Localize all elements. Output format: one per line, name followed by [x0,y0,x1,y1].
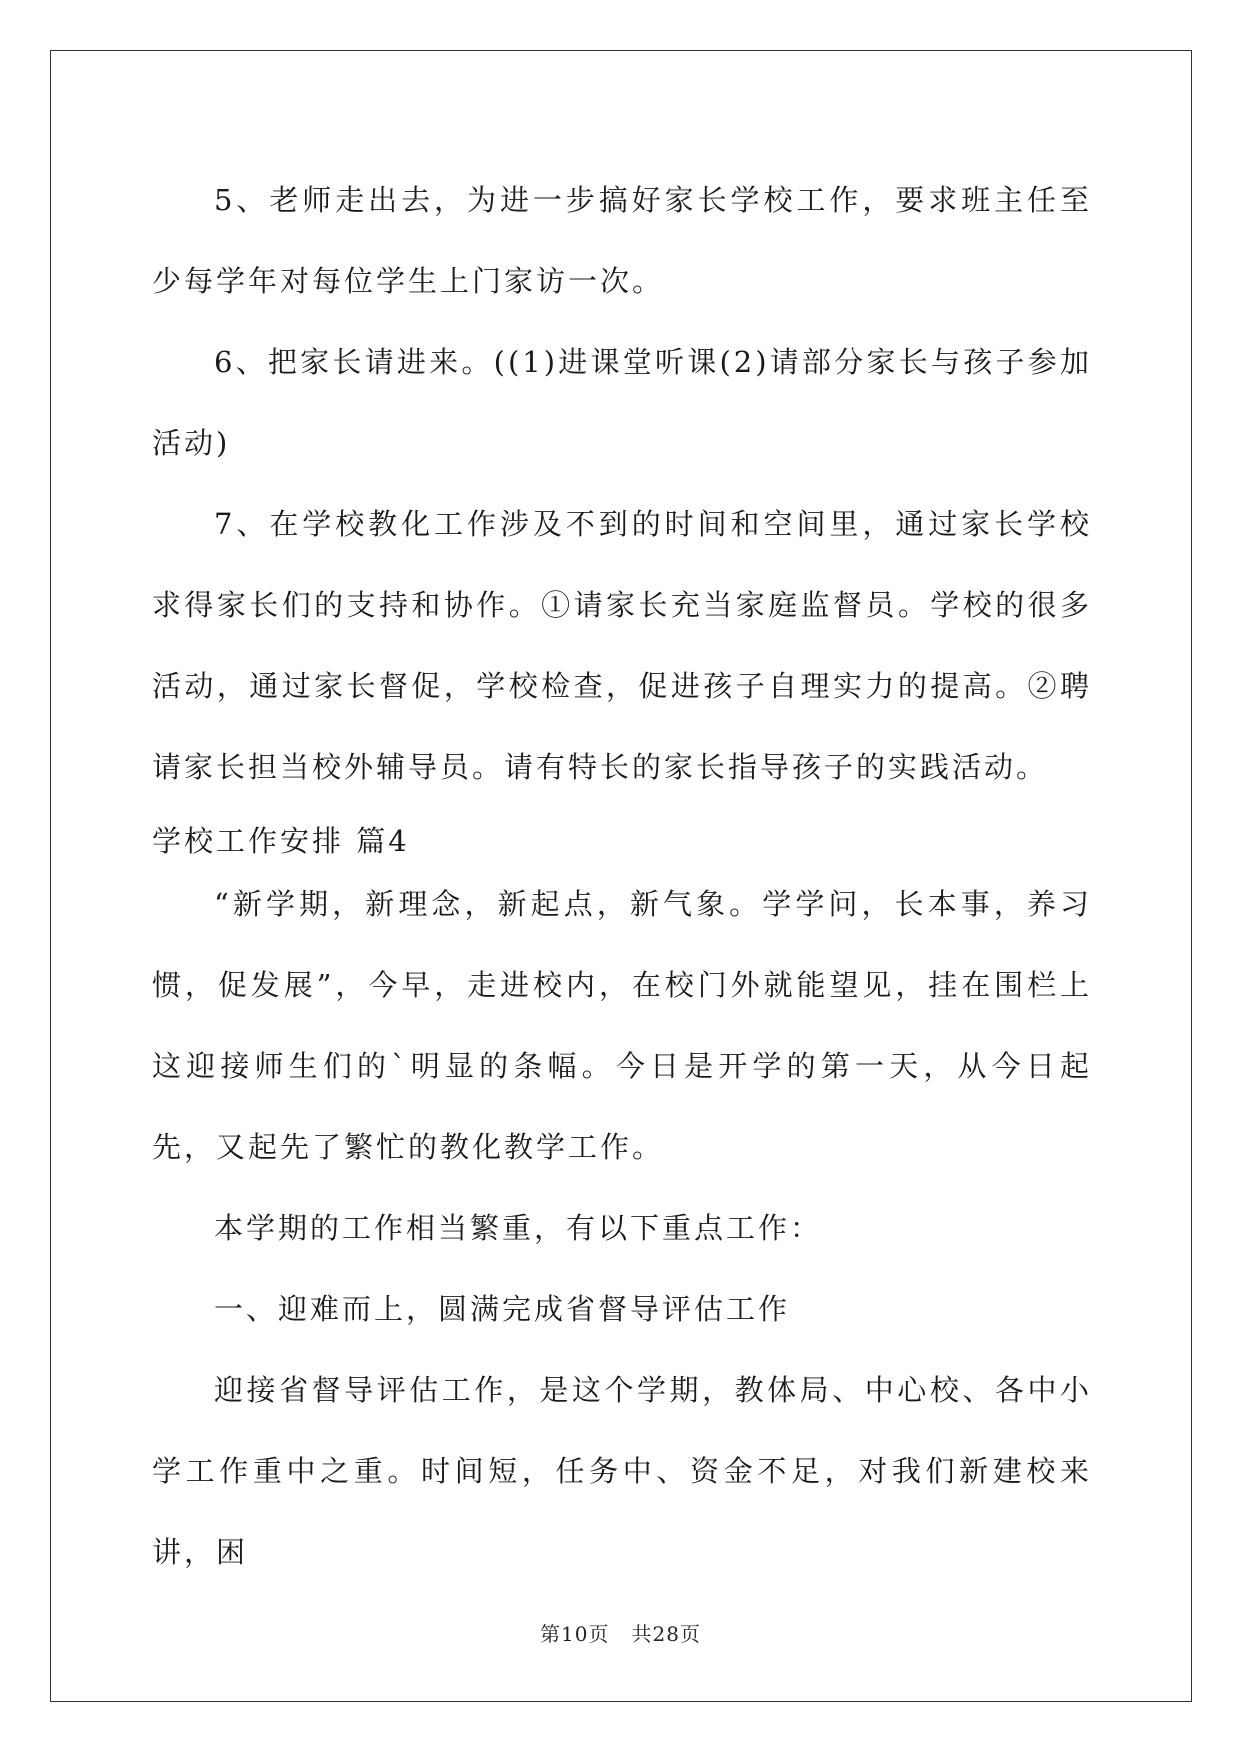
paragraph: 一、迎难而上，圆满完成省督导评估工作 [214,1292,791,1326]
page-total: 共28页 [631,1622,701,1646]
paragraph: “新学期，新理念，新起点，新气象。学学问，长本事，养习惯，促发展”，今早，走进校内，在校门外就能望见，挂在围栏上这迎接师生们的`明显的条幅。今日是开学的第一天，从今日起先，又起先了繁忙的教化教学工作。 [152,887,1092,1164]
paragraph: 7、在学校教化工作涉及不到的时间和空间里，通过家长学校求得家长们的支持和协作。①请家长充当家庭监督员。学校的很多活动，通过家长督促，学校检查，促进孩子自理实力的提高。②聘请家长担当校外辅导员。请有特长的家长指导孩子的实践活动。 [152,507,1092,784]
paragraph: 6、把家长请进来。((1)进课堂听课(2)请部分家长与孩子参加活动) [152,345,1092,460]
paragraph: 迎接省督导评估工作，是这个学期，教体局、中心校、各中小学工作重中之重。时间短，任务中、资金不足，对我们新建校来讲，困 [152,1373,1092,1569]
document-body [152,160,1092,1593]
paragraph: 5、老师走出去，为进一步搞好家长学校工作，要求班主任至少每学年对每位学生上门家访一次。 [152,183,1092,298]
page-number: 第10页 [540,1622,610,1646]
section-heading: 学校工作安排 篇4 [152,824,410,858]
paragraph: 本学期的工作相当繁重，有以下重点工作： [214,1211,823,1245]
page-footer [0,1618,1241,1647]
